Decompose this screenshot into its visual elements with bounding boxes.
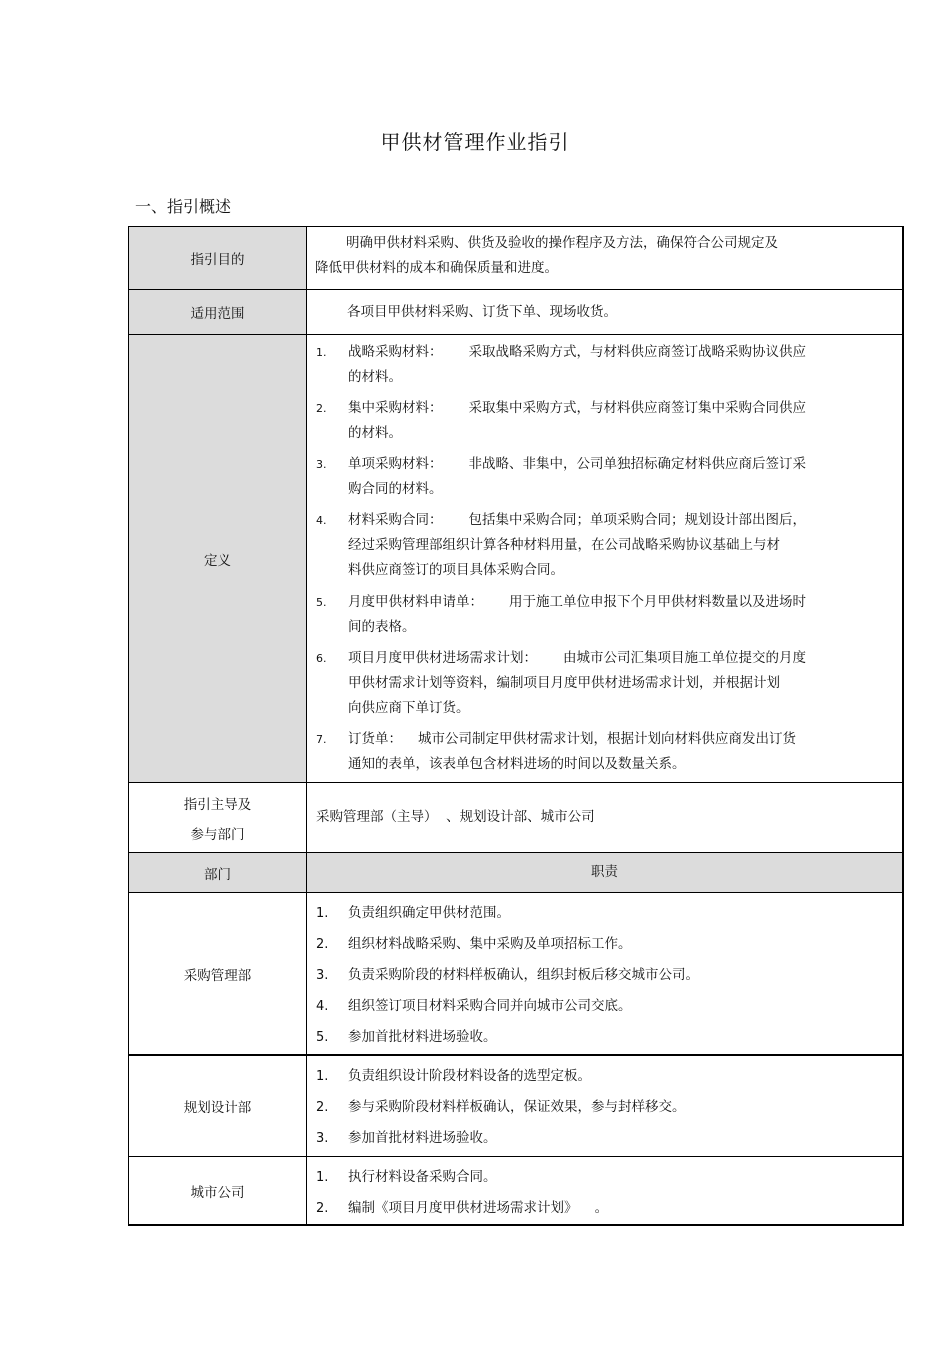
duty-column-header: 职责 bbox=[307, 853, 902, 892]
dept-column-header: 部门 bbox=[129, 853, 307, 892]
scope-row bbox=[129, 290, 902, 335]
duty-item: 5. 参加首批材料进场验收。 bbox=[316, 1029, 497, 1045]
duty-item: 3. 负责采购阶段的材料样板确认，组织封板后移交城市公司。 bbox=[316, 967, 699, 983]
purpose-value bbox=[307, 227, 902, 289]
department-name: 规划设计部 bbox=[129, 1056, 307, 1156]
purpose-line-2: 降低甲供材料的成本和确保质量和进度。 bbox=[315, 260, 558, 276]
purpose-label: 指引目的 bbox=[129, 227, 307, 289]
duty-item: 2. 参与采购阶段材料样板确认，保证效果，参与封样移交。 bbox=[316, 1099, 686, 1115]
department-duties bbox=[307, 1157, 902, 1225]
section-heading: 一、指引概述 bbox=[135, 197, 232, 216]
scope-label: 适用范围 bbox=[129, 290, 307, 334]
duty-item: 2. 组织材料战略采购、集中采购及单项招标工作。 bbox=[316, 936, 632, 952]
department-name: 采购管理部 bbox=[129, 893, 307, 1054]
definitions-value: 1. 战略采购材料： 采取战略采购方式，与材料供应商签订战略采购协议供应 的材料。 2. 集中采购材料： 采取集中采购方式，与材料供应商签订集中采购合同供应 的材料。 3. 单项采购材料： 非战略、非集中，公司单独招标确定材料供应商后签订采 购合同的材料。 4. 材料采购合同： 包括集中采购合同；单项采购合同；规划设计部出图后， 经过采购管理部组织计算各种材料用量，在公司战略采购协议基础上与材 料供应商签订的项目具体采购合同。 5. 月度甲供材料申请单： 用于施工单位申报下个月甲供材料数量以及进场时 间的表格。 6. 项目月度甲供材进场需求计划： 由城市公司汇集项目施工单位提交的月度 甲供材需求计划等资料，编制项目月度甲供材进场需求计划，并根据计划 向供应商下单订货。 7. 订货单： 城市公司制定甲供材需求计划，根据计划向材料供应商发出订货 通知的表单，该表单包含材料进场的时间以及数量关系。 bbox=[316, 344, 806, 772]
purpose-line-1: 明确甲供材料采购、供货及验收的操作程序及方法，确保符合公司规定及 bbox=[346, 235, 778, 251]
duty-item: 2. 编制《项目月度甲供材进场需求计划》 。 bbox=[316, 1200, 609, 1216]
overview-table bbox=[128, 226, 904, 1226]
department-name: 城市公司 bbox=[129, 1157, 307, 1225]
department-duties bbox=[307, 893, 902, 1054]
duty-item: 1. 负责组织设计阶段材料设备的选型定板。 bbox=[316, 1068, 591, 1084]
department-row bbox=[129, 1157, 902, 1225]
definitions-row bbox=[129, 335, 902, 783]
definitions-label: 定义 bbox=[129, 335, 307, 782]
lead-value: 采购管理部（主导） 、规划设计部、城市公司 bbox=[316, 809, 595, 825]
responsibility-header-row bbox=[129, 853, 902, 893]
duty-item: 1. 执行材料设备采购合同。 bbox=[316, 1169, 497, 1185]
duty-item: 1. 负责组织确定甲供材范围。 bbox=[316, 905, 510, 921]
lead-row bbox=[129, 783, 902, 853]
document-title: 甲供材管理作业指引 bbox=[380, 130, 570, 154]
scope-value: 各项目甲供材料采购、订货下单、现场收货。 bbox=[347, 303, 617, 320]
duty-item: 4. 组织签订项目材料采购合同并向城市公司交底。 bbox=[316, 998, 632, 1014]
purpose-row bbox=[129, 227, 902, 290]
department-row bbox=[129, 1056, 902, 1157]
duty-item: 3. 参加首批材料进场验收。 bbox=[316, 1130, 497, 1146]
department-row bbox=[129, 893, 902, 1056]
lead-label: 指引主导及 参与部门 bbox=[129, 783, 307, 852]
department-duties bbox=[307, 1056, 902, 1156]
